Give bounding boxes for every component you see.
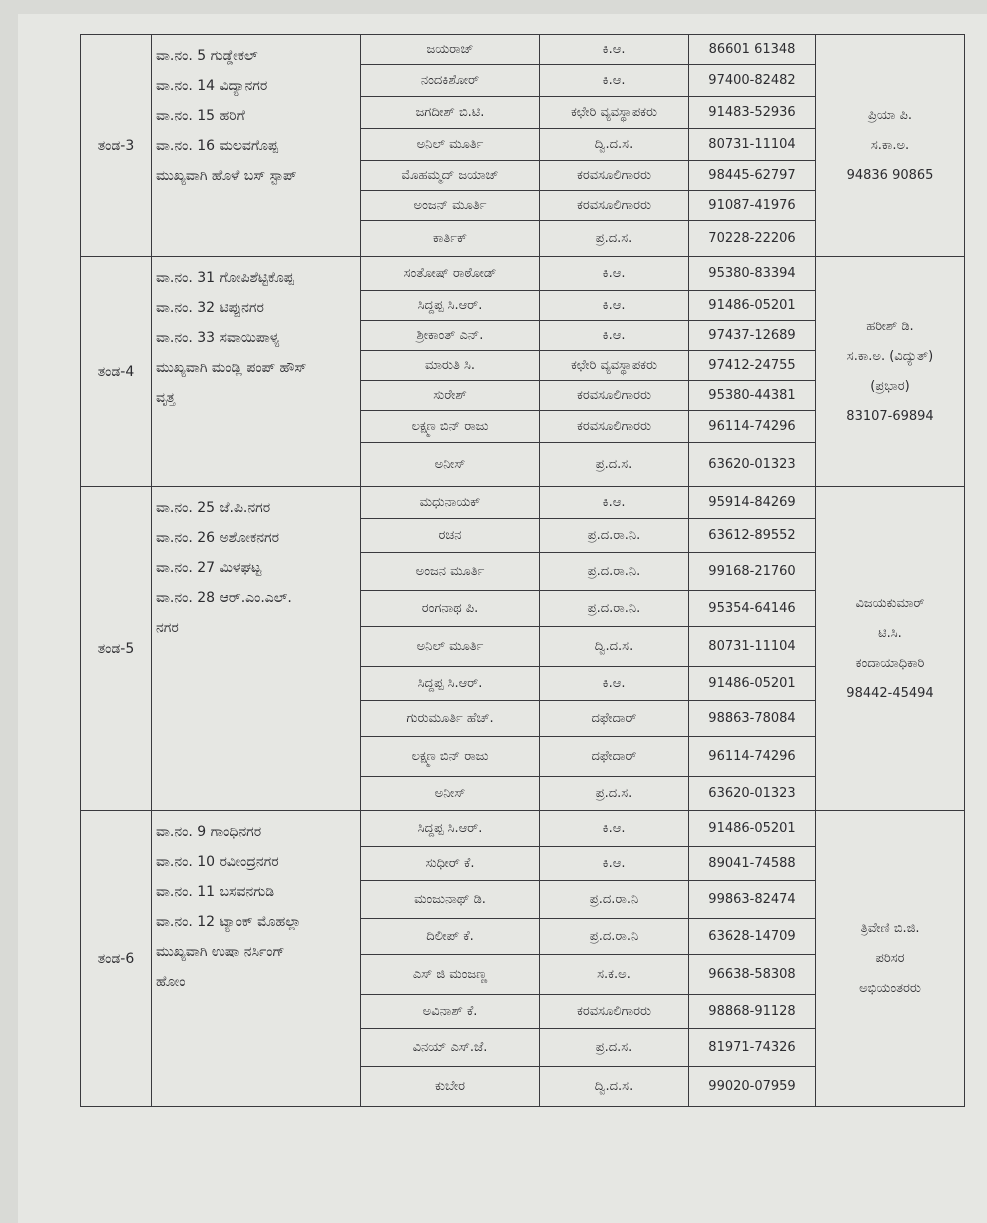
ward-item: ಮುಖ್ಯವಾಗಿ ಉಷಾ ನರ್ಸಿಂಗ್: [156, 944, 285, 960]
staff-designation: ಪ್ರ.ದ.ಸ.: [540, 221, 689, 257]
ward-item: ವಾ.ನಂ. 15 ಹರಿಗೆ: [156, 108, 245, 124]
staff-designation: ಕರವಸೂಲಿಗಾರರು: [540, 995, 689, 1029]
staff-name: ಕುಬೇರ: [361, 1067, 540, 1107]
staff-phone: 91486-05201: [689, 811, 816, 847]
staff-phone: 95380-83394: [689, 257, 816, 291]
staff-designation: ಕಿ.ಆ.: [540, 321, 689, 351]
staff-designation: ದ್ವಿ.ದ.ಸ.: [540, 627, 689, 667]
staff-row: [81, 257, 965, 291]
staff-name: ಮಂಜುನಾಥ್ ಡಿ.: [361, 881, 540, 919]
staff-designation: ಪ್ರ.ದ.ರಾ.ನಿ: [540, 881, 689, 919]
ward-item: ವಾ.ನಂ. 14 ವಿದ್ಯಾನಗರ: [156, 78, 268, 94]
staff-name: ಸಿದ್ದಪ್ಪ ಸಿ.ಆರ್.: [361, 811, 540, 847]
ward-item: ನಗರ: [156, 620, 179, 636]
ward-list: [152, 257, 361, 487]
staff-row: [81, 487, 965, 519]
officer-line: ಅಭಿಯಂತರರು: [859, 980, 921, 996]
ward-item: ಮುಖ್ಯವಾಗಿ ಹೊಳೆ ಬಸ್ ಸ್ಟಾಪ್: [156, 168, 297, 184]
staff-name: ಮಾರುತಿ ಸಿ.: [361, 351, 540, 381]
staff-name: ಕಾರ್ತಿಕ್: [361, 221, 540, 257]
staff-designation: ಕಿ.ಆ.: [540, 291, 689, 321]
staff-name: ಶ್ರೀಕಾಂತ್ ಎನ್.: [361, 321, 540, 351]
staff-phone: 98445-62797: [689, 161, 816, 191]
ward-list: [152, 35, 361, 257]
staff-designation: ಪ್ರ.ದ.ಸ.: [540, 777, 689, 811]
team-label: ತಂಡ-3: [81, 35, 152, 257]
staff-designation: ಕಛೇರಿ ವ್ಯವಸ್ಥಾಪಕರು: [540, 351, 689, 381]
ward-item: ವಾ.ನಂ. 27 ಮಿಳಘಟ್ಟ: [156, 560, 262, 576]
staff-phone: 95914-84269: [689, 487, 816, 519]
staff-name: ಅವಿನಾಶ್ ಕೆ.: [361, 995, 540, 1029]
staff-phone: 70228-22206: [689, 221, 816, 257]
staff-row: [81, 35, 965, 65]
staff-phone: 96114-74296: [689, 411, 816, 443]
staff-phone: 99168-21760: [689, 553, 816, 591]
staff-row: [81, 811, 965, 847]
officer-in-charge: [816, 811, 965, 1107]
staff-designation: ಕರವಸೂಲಿಗಾರರು: [540, 411, 689, 443]
staff-name: ಸಿದ್ದಪ್ಪ ಸಿ.ಆರ್.: [361, 291, 540, 321]
officer-line: ಕಂದಾಯಾಧಿಕಾರಿ: [855, 655, 925, 671]
staff-name: ಎಸ್ ಜಿ ಮಂಜಣ್ಣ: [361, 955, 540, 995]
staff-phone: 97400-82482: [689, 65, 816, 97]
team-label: ತಂಡ-4: [81, 257, 152, 487]
officer-line: 98442-45494: [846, 685, 934, 701]
ward-list: [152, 487, 361, 811]
officer-line: ಸ.ಕಾ.ಅ.: [870, 137, 910, 153]
staff-phone: 96638-58308: [689, 955, 816, 995]
staff-phone: 63620-01323: [689, 443, 816, 487]
officer-line: ಪ್ರಿಯಾ ಪಿ.: [867, 107, 912, 123]
staff-designation: ಕಿ.ಆ.: [540, 667, 689, 701]
paper-sheet: [18, 14, 987, 1223]
officer-line: ಪರಿಸರ: [875, 950, 905, 966]
officer-line: 83107-69894: [846, 408, 934, 424]
ward-item: ವಾ.ನಂ. 28 ಆರ್.ಎಂ.ಎಲ್.: [156, 590, 292, 606]
staff-designation: ದಫೇದಾರ್: [540, 701, 689, 737]
staff-phone: 99020-07959: [689, 1067, 816, 1107]
team-label: ತಂಡ-5: [81, 487, 152, 811]
staff-phone: 80731-11104: [689, 129, 816, 161]
staff-designation: ಕರವಸೂಲಿಗಾರರು: [540, 161, 689, 191]
ward-item: ಮುಖ್ಯವಾಗಿ ಮಂಡ್ಲಿ ಪಂಪ್ ಹೌಸ್: [156, 360, 307, 376]
staff-phone: 91087-41976: [689, 191, 816, 221]
ward-item: ವಾ.ನಂ. 11 ಬಸವನಗುಡಿ: [156, 884, 275, 900]
staff-designation: ಪ್ರ.ದ.ರಾ.ನಿ.: [540, 553, 689, 591]
staff-designation: ಕರವಸೂಲಿಗಾರರು: [540, 191, 689, 221]
staff-name: ಲಕ್ಷ್ಮಣ ಬಿನ್ ರಾಜು: [361, 737, 540, 777]
officer-line: (ಪ್ರಭಾರ): [870, 378, 910, 394]
ward-item: ವಾ.ನಂ. 12 ಟ್ಯಾಂಕ್ ಮೊಹಲ್ಲಾ: [156, 914, 301, 930]
staff-name: ನಂದಕಿಶೋರ್: [361, 65, 540, 97]
staff-designation: ಪ್ರ.ದ.ರಾ.ನಿ.: [540, 519, 689, 553]
staff-name: ಜಗದೀಶ್ ಬಿ.ಟಿ.: [361, 97, 540, 129]
staff-phone: 80731-11104: [689, 627, 816, 667]
staff-phone: 63628-14709: [689, 919, 816, 955]
staff-designation: ಪ್ರ.ದ.ರಾ.ನಿ: [540, 919, 689, 955]
officer-line: ಸ.ಕಾ.ಅ. (ವಿದ್ಯುತ್): [846, 348, 934, 364]
staff-name: ಅನಿಲ್ ಮೂರ್ತಿ: [361, 627, 540, 667]
staff-name: ಅನೀಸ್: [361, 443, 540, 487]
staff-designation: ಸ.ಕ.ಅ.: [540, 955, 689, 995]
staff-name: ದಿಲೀಪ್ ಕೆ.: [361, 919, 540, 955]
staff-designation: ಕಿ.ಆ.: [540, 35, 689, 65]
staff-name: ಲಕ್ಷ್ಮಣ ಬಿನ್ ರಾಜು: [361, 411, 540, 443]
staff-designation: ಪ್ರ.ದ.ಸ.: [540, 443, 689, 487]
staff-name: ವಿನಯ್ ಎಸ್.ಜೆ.: [361, 1029, 540, 1067]
staff-phone: 98868-91128: [689, 995, 816, 1029]
officer-line: ಹರೀಶ್ ಡಿ.: [866, 318, 914, 334]
staff-designation: ದ್ವಿ.ದ.ಸ.: [540, 1067, 689, 1107]
staff-designation: ಕಿ.ಆ.: [540, 257, 689, 291]
ward-item: ವಾ.ನಂ. 33 ಸವಾಯಿಪಾಳ್ಯ: [156, 330, 280, 346]
team-assignment-table: [80, 34, 965, 1107]
staff-phone: 96114-74296: [689, 737, 816, 777]
officer-in-charge: [816, 257, 965, 487]
staff-phone: 95354-64146: [689, 591, 816, 627]
staff-designation: ಕಿ.ಆ.: [540, 847, 689, 881]
staff-name: ಸುಧೀರ್ ಕೆ.: [361, 847, 540, 881]
ward-item: ವಾ.ನಂ. 10 ರವೀಂದ್ರನಗರ: [156, 854, 279, 870]
ward-list: [152, 811, 361, 1107]
ward-item: ವೃತ್ತ: [156, 390, 176, 406]
staff-designation: ಕಿ.ಆ.: [540, 811, 689, 847]
staff-name: ಗುರುಮೂರ್ತಿ ಹೆಚ್.: [361, 701, 540, 737]
staff-name: ಸುರೇಶ್: [361, 381, 540, 411]
staff-phone: 91486-05201: [689, 291, 816, 321]
officer-line: ಟಿ.ಸಿ.: [878, 625, 902, 641]
staff-phone: 89041-74588: [689, 847, 816, 881]
staff-designation: ಕರವಸೂಲಿಗಾರರು: [540, 381, 689, 411]
officer-in-charge: [816, 487, 965, 811]
staff-phone: 99863-82474: [689, 881, 816, 919]
team-label: ತಂಡ-6: [81, 811, 152, 1107]
staff-name: ಅಂಜನ ಮೂರ್ತಿ: [361, 553, 540, 591]
staff-name: ಅನಿಲ್ ಮೂರ್ತಿ: [361, 129, 540, 161]
staff-designation: ಕಿ.ಆ.: [540, 65, 689, 97]
officer-line: ವಿಜಯಕುಮಾರ್: [855, 595, 925, 611]
staff-phone: 86601 61348: [689, 35, 816, 65]
ward-item: ವಾ.ನಂ. 32 ಟಿಪ್ಪುನಗರ: [156, 300, 264, 316]
officer-line: ತ್ರಿವೇಣಿ ಬಿ.ಜಿ.: [860, 920, 920, 936]
staff-designation: ಕಿ.ಆ.: [540, 487, 689, 519]
officer-line: 94836 90865: [846, 167, 934, 183]
staff-phone: 81971-74326: [689, 1029, 816, 1067]
ward-item: ವಾ.ನಂ. 26 ಅಶೋಕನಗರ: [156, 530, 280, 546]
ward-item: ವಾ.ನಂ. 31 ಗೋಪಿಶೆಟ್ಟಿಕೊಪ್ಪ: [156, 270, 294, 286]
staff-name: ಮೊಹಮ್ಮದ್ ಜಯಾಜ್: [361, 161, 540, 191]
staff-name: ಅಂಜನ್ ಮೂರ್ತಿ: [361, 191, 540, 221]
staff-phone: 97437-12689: [689, 321, 816, 351]
staff-phone: 63620-01323: [689, 777, 816, 811]
staff-phone: 63612-89552: [689, 519, 816, 553]
officer-in-charge: [816, 35, 965, 257]
staff-name: ಮಧುನಾಯಕ್: [361, 487, 540, 519]
staff-phone: 95380-44381: [689, 381, 816, 411]
staff-designation: ದಫೇದಾರ್: [540, 737, 689, 777]
staff-designation: ಕಛೇರಿ ವ್ಯವಸ್ಥಾಪಕರು: [540, 97, 689, 129]
ward-item: ವಾ.ನಂ. 16 ಮಲವಗೊಪ್ಪ: [156, 138, 279, 154]
staff-phone: 91483-52936: [689, 97, 816, 129]
staff-name: ಸಿದ್ದಪ್ಪ ಸಿ.ಆರ್.: [361, 667, 540, 701]
staff-designation: ಪ್ರ.ದ.ಸ.: [540, 1029, 689, 1067]
staff-phone: 97412-24755: [689, 351, 816, 381]
staff-name: ಜಯರಾಜ್: [361, 35, 540, 65]
ward-item: ವಾ.ನಂ. 5 ಗುಡ್ಡೇಕಲ್: [156, 48, 258, 64]
ward-item: ವಾ.ನಂ. 25 ಜೆ.ಪಿ.ನಗರ: [156, 500, 271, 516]
staff-designation: ಪ್ರ.ದ.ರಾ.ನಿ.: [540, 591, 689, 627]
staff-name: ರಂಗನಾಥ ಪಿ.: [361, 591, 540, 627]
staff-name: ಅನೀಸ್: [361, 777, 540, 811]
staff-name: ರಚನ: [361, 519, 540, 553]
staff-designation: ದ್ವಿ.ದ.ಸ.: [540, 129, 689, 161]
staff-phone: 98863-78084: [689, 701, 816, 737]
staff-name: ಸಂತೋಷ್ ರಾಠೋಡ್: [361, 257, 540, 291]
ward-item: ಹೋಂ: [156, 974, 186, 990]
staff-phone: 91486-05201: [689, 667, 816, 701]
ward-item: ವಾ.ನಂ. 9 ಗಾಂಧಿನಗರ: [156, 824, 262, 840]
